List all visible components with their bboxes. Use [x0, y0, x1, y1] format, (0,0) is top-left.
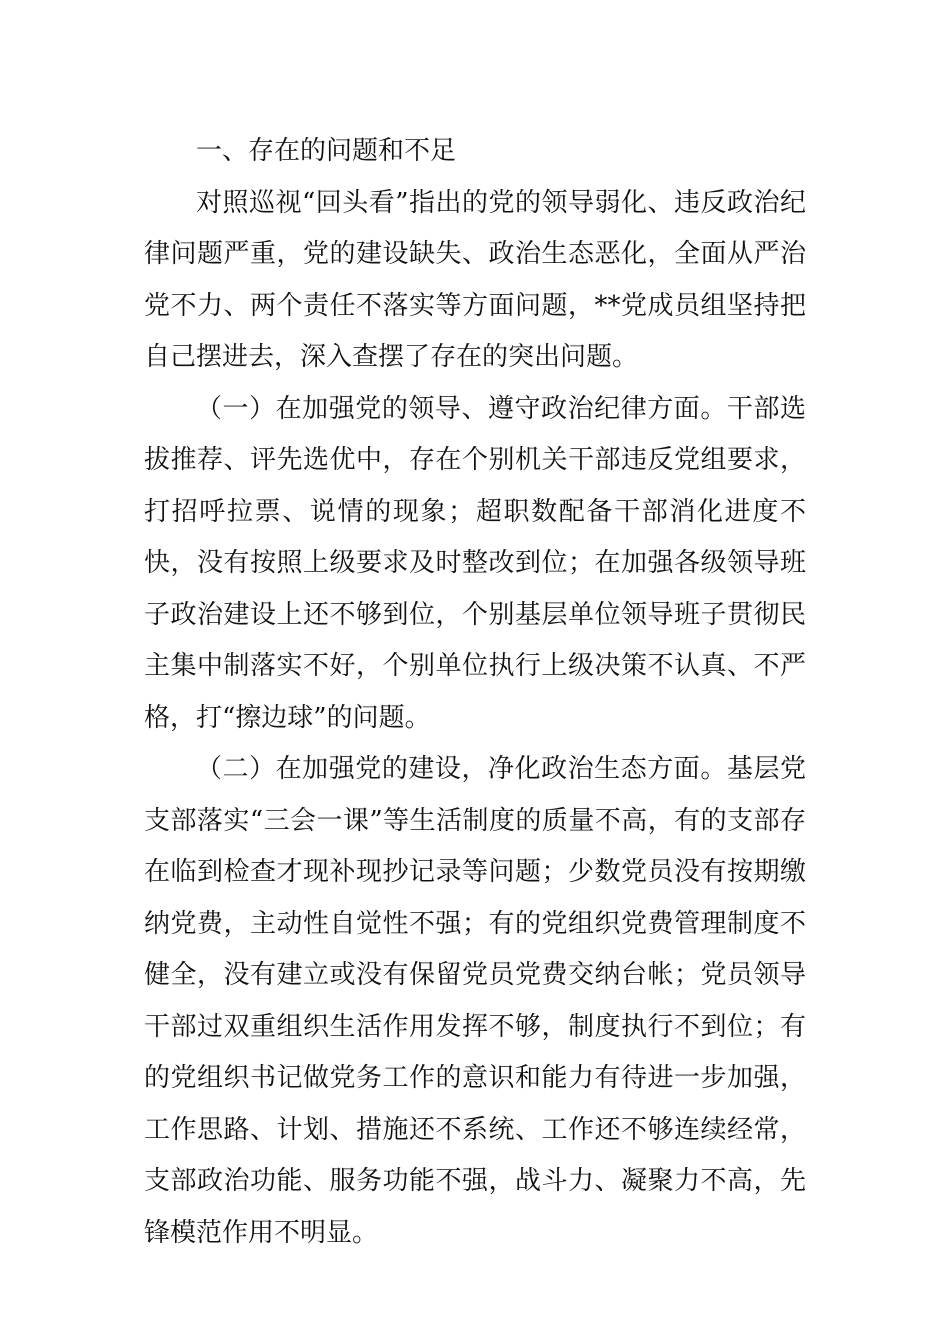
section-heading: 一、存在的问题和不足	[196, 136, 457, 166]
paragraph-party-building: （二）在加强党的建设，净化政治生态方面。基层党支部落实“三会一课”等生活制度的质量不高，有的支部存在临到检查才现补现抄记录等问题；少数党员没有按期缴纳党费，主动性自觉性不强；有的党组织党费管理制度不健全，没有建立或没有保留党员党费交纳台帐；党员领导干部过双重组织生活作用发挥不够，制度执行不到位；有的党组织书记做党务工作的意识和能力有待进一步加强，工作思路、计划、措施还不系统、工作还不够连续经常，支部政治功能、服务功能不强，战斗力、凝聚力不高，先锋模范作用不明显。	[144, 754, 806, 1248]
document-body	[144, 126, 806, 1259]
paragraph-party-leadership: （一）在加强党的领导、遵守政治纪律方面。干部选拔推荐、评先选优中，存在个别机关干部违反党组要求，打招呼拉票、说情的现象；超职数配备干部消化进度不快，没有按照上级要求及时整改到位；在加强各级领导班子政治建设上还不够到位，个别基层单位领导班子贯彻民主集中制落实不好，个别单位执行上级决策不认真、不严格，打“擦边球”的问题。	[144, 393, 806, 733]
paragraph-intro: 对照巡视“回头看”指出的党的领导弱化、违反政治纪律问题严重，党的建设缺失、政治生态恶化，全面从严治党不力、两个责任不落实等方面问题，**党成员组坚持把自己摆进去，深入查摆了存在的突出问题。	[144, 187, 806, 372]
